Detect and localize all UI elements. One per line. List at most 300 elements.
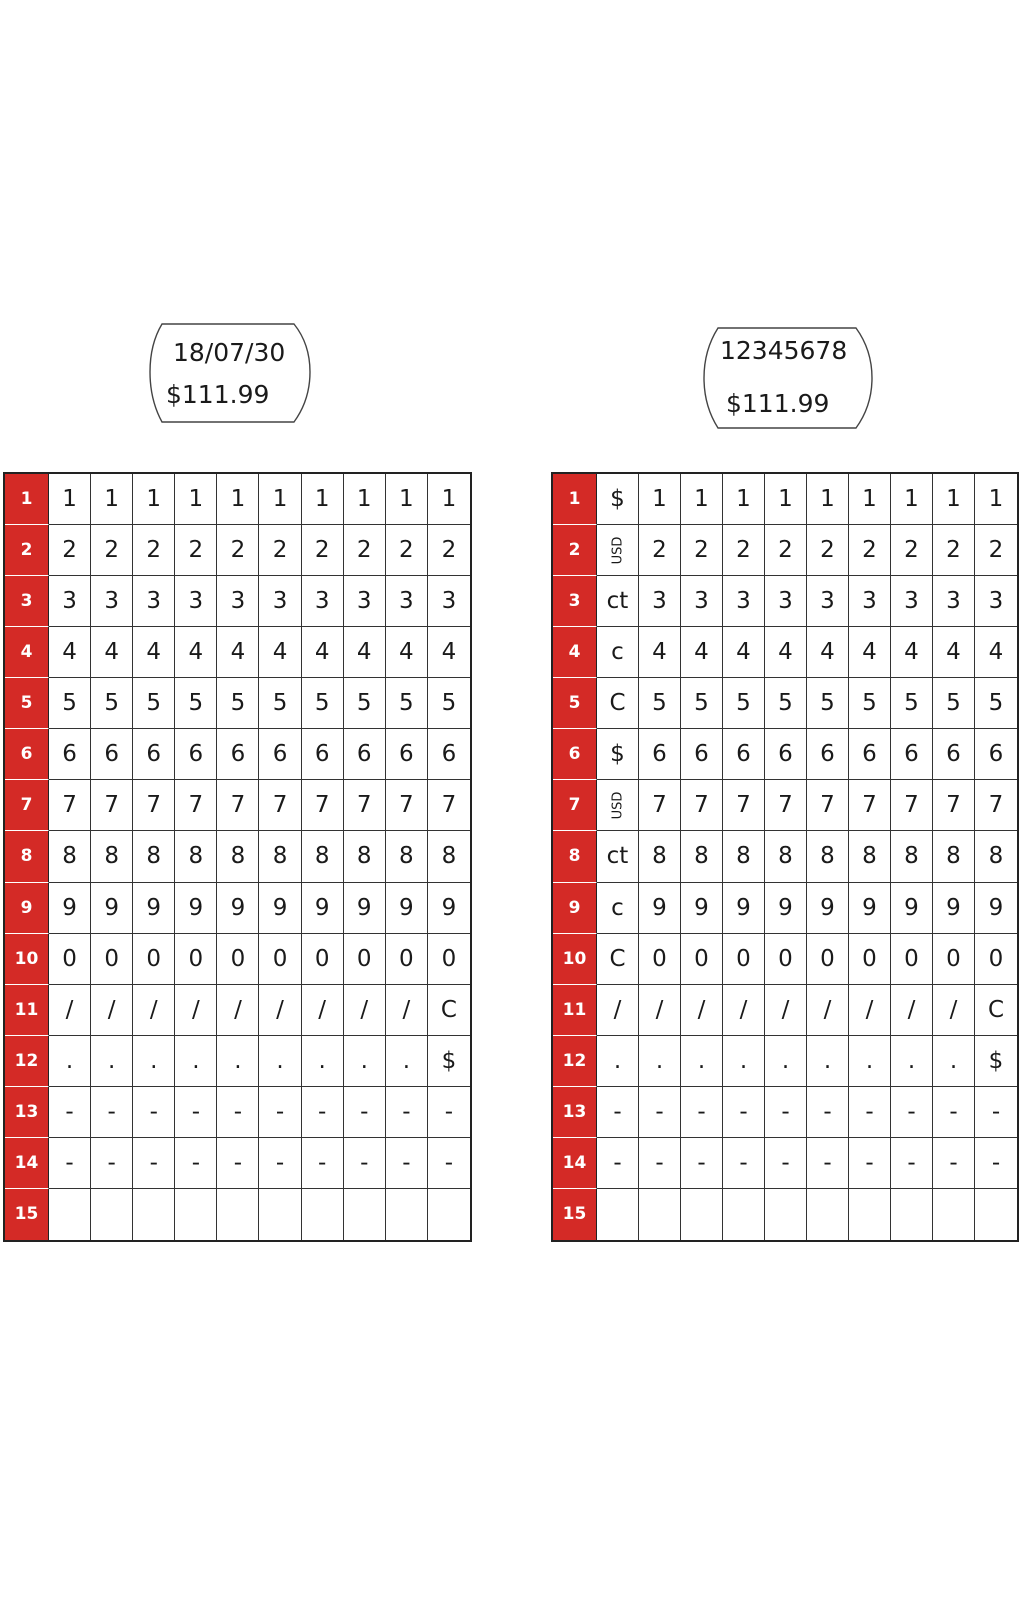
grid-cell: -	[681, 1138, 723, 1189]
grid-cell: 7	[765, 780, 807, 831]
grid-cell: -	[133, 1087, 175, 1138]
row-number: 9	[5, 883, 49, 934]
grid-cell: 0	[302, 934, 344, 985]
row-number: 12	[553, 1036, 597, 1087]
grid-cell: 0	[639, 934, 681, 985]
grid-cell: 4	[133, 627, 175, 678]
grid-cell: -	[49, 1087, 91, 1138]
grid-cell: 0	[681, 934, 723, 985]
grid-cell: 3	[175, 576, 217, 627]
grid-cell: 7	[681, 780, 723, 831]
grid-cell	[849, 1189, 891, 1240]
grid-cell: 7	[302, 780, 344, 831]
rotated-usd-text: USD	[610, 536, 625, 564]
grid-cell: 8	[807, 831, 849, 882]
grid-cell	[807, 1189, 849, 1240]
grid-cell: -	[765, 1138, 807, 1189]
grid-cell: 4	[175, 627, 217, 678]
grid-cell: /	[91, 985, 133, 1036]
grid-cell: -	[849, 1138, 891, 1189]
grid-cell: 7	[91, 780, 133, 831]
grid-cell: -	[428, 1087, 470, 1138]
grid-cell: 7	[933, 780, 975, 831]
grid-cell: /	[681, 985, 723, 1036]
grid-cell: 8	[849, 831, 891, 882]
grid-cell: 6	[639, 729, 681, 780]
grid-cell: 5	[49, 678, 91, 729]
grid-cell: .	[175, 1036, 217, 1087]
row-number: 11	[553, 985, 597, 1036]
grid-cell: 5	[681, 678, 723, 729]
row-number: 10	[553, 934, 597, 985]
grid-cell: -	[259, 1138, 301, 1189]
grid-cell: 2	[933, 525, 975, 576]
grid-cell: 8	[175, 831, 217, 882]
row-number: 11	[5, 985, 49, 1036]
grid-cell: 5	[259, 678, 301, 729]
grid-cell: 4	[807, 627, 849, 678]
grid-cell: /	[344, 985, 386, 1036]
grid-cell: /	[891, 985, 933, 1036]
grid-cell: 6	[91, 729, 133, 780]
grid-cell: 9	[849, 883, 891, 934]
grid-cell: 7	[975, 780, 1017, 831]
grid-cell: 6	[975, 729, 1017, 780]
grid-cell: /	[133, 985, 175, 1036]
grid-cell: 9	[639, 883, 681, 934]
grid-cell: 3	[933, 576, 975, 627]
grid-cell: $	[428, 1036, 470, 1087]
grid-cell: /	[765, 985, 807, 1036]
grid-cell: -	[386, 1087, 428, 1138]
grid-cell: 8	[386, 831, 428, 882]
grid-cell: .	[217, 1036, 259, 1087]
grid-cell: -	[217, 1087, 259, 1138]
grid-cell: 9	[344, 883, 386, 934]
grid-cell: 6	[765, 729, 807, 780]
grid-cell: 4	[975, 627, 1017, 678]
grid-cell: -	[49, 1138, 91, 1189]
grid-cell: -	[91, 1138, 133, 1189]
grid-cell: 0	[891, 934, 933, 985]
grid-cell: 5	[91, 678, 133, 729]
grid-cell: 5	[891, 678, 933, 729]
grid-cell: $	[975, 1036, 1017, 1087]
grid-cell: 3	[49, 576, 91, 627]
grid-cell: 9	[386, 883, 428, 934]
grid-cell: 0	[91, 934, 133, 985]
row-number: 9	[553, 883, 597, 934]
grid-cell	[597, 1189, 639, 1240]
grid-cell: 8	[639, 831, 681, 882]
grid-cell: 6	[217, 729, 259, 780]
grid-cell: .	[891, 1036, 933, 1087]
grid-cell: -	[933, 1087, 975, 1138]
grid-cell: -	[975, 1087, 1017, 1138]
grid-cell: 8	[681, 831, 723, 882]
row-number: 4	[5, 627, 49, 678]
grid-cell	[175, 1189, 217, 1240]
grid-cell: 0	[386, 934, 428, 985]
grid-cell: /	[597, 985, 639, 1036]
grid-cell: 0	[217, 934, 259, 985]
grid-cell: ct	[597, 831, 639, 882]
grid-cell: 2	[133, 525, 175, 576]
grid-cell	[597, 525, 639, 576]
grid-cell: 2	[259, 525, 301, 576]
row-number: 8	[5, 831, 49, 882]
row-number: 12	[5, 1036, 49, 1087]
grid-cell: 1	[133, 474, 175, 525]
grid-cell: c	[597, 627, 639, 678]
grid-cell: 1	[723, 474, 765, 525]
grid-cell: 2	[175, 525, 217, 576]
grid-cell: 2	[891, 525, 933, 576]
grid-cell: 2	[428, 525, 470, 576]
grid-cell: C	[428, 985, 470, 1036]
grid-cell: 2	[849, 525, 891, 576]
grid-cell: 0	[175, 934, 217, 985]
grid-cell: -	[891, 1087, 933, 1138]
grid-cell: 3	[723, 576, 765, 627]
grid-cell: -	[259, 1087, 301, 1138]
grid-cell: 3	[302, 576, 344, 627]
grid-cell: 8	[428, 831, 470, 882]
grid-cell: 4	[639, 627, 681, 678]
grid-cell: 2	[807, 525, 849, 576]
grid-cell: /	[259, 985, 301, 1036]
grid-cell: 7	[133, 780, 175, 831]
grid-cell: .	[933, 1036, 975, 1087]
row-number: 1	[553, 474, 597, 525]
grid-cell: 9	[302, 883, 344, 934]
grid-cell: 6	[933, 729, 975, 780]
grid-cell: 4	[428, 627, 470, 678]
grid-cell: 7	[891, 780, 933, 831]
right-character-grid	[551, 472, 1019, 1242]
grid-cell: 6	[428, 729, 470, 780]
grid-cell: 5	[344, 678, 386, 729]
grid-cell: .	[723, 1036, 765, 1087]
grid-cell: 7	[175, 780, 217, 831]
grid-cell: 6	[891, 729, 933, 780]
grid-cell: 1	[428, 474, 470, 525]
grid-cell: /	[849, 985, 891, 1036]
grid-cell: 1	[91, 474, 133, 525]
grid-cell: /	[723, 985, 765, 1036]
grid-cell: -	[681, 1087, 723, 1138]
row-number: 14	[553, 1138, 597, 1189]
grid-cell: 7	[639, 780, 681, 831]
grid-cell: 5	[133, 678, 175, 729]
grid-cell: 9	[681, 883, 723, 934]
grid-cell: /	[175, 985, 217, 1036]
grid-cell: 8	[765, 831, 807, 882]
grid-cell: -	[765, 1087, 807, 1138]
grid-cell: 5	[807, 678, 849, 729]
grid-cell: 8	[259, 831, 301, 882]
grid-cell: 4	[891, 627, 933, 678]
grid-cell: 4	[259, 627, 301, 678]
grid-cell: 3	[259, 576, 301, 627]
grid-cell: 0	[259, 934, 301, 985]
row-number: 15	[553, 1189, 597, 1240]
row-number: 13	[5, 1087, 49, 1138]
grid-cell: -	[344, 1087, 386, 1138]
grid-cell: 2	[765, 525, 807, 576]
grid-cell: 0	[49, 934, 91, 985]
grid-cell: .	[133, 1036, 175, 1087]
grid-cell: 1	[386, 474, 428, 525]
grid-cell: .	[302, 1036, 344, 1087]
grid-cell	[344, 1189, 386, 1240]
grid-cell: 1	[891, 474, 933, 525]
grid-cell: -	[849, 1087, 891, 1138]
grid-cell: -	[302, 1138, 344, 1189]
grid-cell: 3	[639, 576, 681, 627]
left-label-line2: $111.99	[166, 380, 270, 409]
grid-cell: 5	[849, 678, 891, 729]
grid-cell	[133, 1189, 175, 1240]
grid-cell: 2	[344, 525, 386, 576]
grid-cell: 3	[217, 576, 259, 627]
grid-cell: 9	[891, 883, 933, 934]
grid-cell: 9	[49, 883, 91, 934]
grid-cell: 9	[175, 883, 217, 934]
grid-cell: .	[681, 1036, 723, 1087]
grid-cell: -	[597, 1138, 639, 1189]
grid-cell: 7	[428, 780, 470, 831]
grid-cell: /	[302, 985, 344, 1036]
grid-cell: C	[975, 985, 1017, 1036]
grid-cell: .	[344, 1036, 386, 1087]
grid-cell: 7	[344, 780, 386, 831]
grid-cell: 2	[975, 525, 1017, 576]
grid-cell: -	[807, 1087, 849, 1138]
grid-cell	[891, 1189, 933, 1240]
grid-cell	[597, 780, 639, 831]
grid-cell: /	[639, 985, 681, 1036]
right-label-line1: 12345678	[720, 336, 848, 365]
grid-cell: 3	[891, 576, 933, 627]
grid-cell: 7	[723, 780, 765, 831]
grid-cell	[91, 1189, 133, 1240]
grid-cell: 1	[344, 474, 386, 525]
grid-cell: 1	[217, 474, 259, 525]
row-number: 6	[5, 729, 49, 780]
grid-cell: 0	[975, 934, 1017, 985]
grid-cell: 0	[765, 934, 807, 985]
grid-cell: .	[597, 1036, 639, 1087]
grid-cell: 0	[344, 934, 386, 985]
grid-cell: 8	[344, 831, 386, 882]
grid-cell: 1	[975, 474, 1017, 525]
grid-cell	[49, 1189, 91, 1240]
grid-cell: 0	[849, 934, 891, 985]
grid-cell: -	[597, 1087, 639, 1138]
grid-cell: 8	[891, 831, 933, 882]
grid-cell: 1	[933, 474, 975, 525]
grid-cell: 1	[259, 474, 301, 525]
row-number: 15	[5, 1189, 49, 1240]
grid-cell	[386, 1189, 428, 1240]
row-number: 5	[5, 678, 49, 729]
grid-cell: 4	[91, 627, 133, 678]
grid-cell: 4	[933, 627, 975, 678]
grid-cell: 9	[807, 883, 849, 934]
grid-cell: 1	[849, 474, 891, 525]
grid-cell: .	[639, 1036, 681, 1087]
row-number: 6	[553, 729, 597, 780]
grid-cell: 1	[765, 474, 807, 525]
grid-cell: 0	[933, 934, 975, 985]
grid-cell: 5	[975, 678, 1017, 729]
grid-cell: 9	[723, 883, 765, 934]
grid-cell: c	[597, 883, 639, 934]
grid-cell: 6	[344, 729, 386, 780]
grid-cell: 5	[723, 678, 765, 729]
grid-cell: -	[723, 1087, 765, 1138]
grid-cell: /	[933, 985, 975, 1036]
row-number: 1	[5, 474, 49, 525]
grid-cell: 3	[849, 576, 891, 627]
grid-cell: 7	[807, 780, 849, 831]
grid-cell	[933, 1189, 975, 1240]
grid-cell: 8	[975, 831, 1017, 882]
grid-cell: -	[386, 1138, 428, 1189]
grid-cell: 5	[639, 678, 681, 729]
grid-cell: 3	[386, 576, 428, 627]
grid-cell: 1	[49, 474, 91, 525]
grid-cell: 4	[765, 627, 807, 678]
grid-cell: 8	[933, 831, 975, 882]
grid-cell: 2	[386, 525, 428, 576]
grid-cell: 8	[91, 831, 133, 882]
grid-cell: /	[807, 985, 849, 1036]
grid-cell: 3	[807, 576, 849, 627]
grid-cell: 8	[723, 831, 765, 882]
row-number: 13	[553, 1087, 597, 1138]
grid-cell	[723, 1189, 765, 1240]
grid-cell: 5	[302, 678, 344, 729]
row-number: 10	[5, 934, 49, 985]
grid-cell: 5	[933, 678, 975, 729]
grid-cell: 0	[723, 934, 765, 985]
row-number: 4	[553, 627, 597, 678]
grid-cell: 4	[217, 627, 259, 678]
grid-cell: 0	[133, 934, 175, 985]
grid-cell: 8	[133, 831, 175, 882]
grid-cell: 6	[723, 729, 765, 780]
grid-cell: -	[91, 1087, 133, 1138]
grid-cell: 3	[344, 576, 386, 627]
grid-cell: .	[849, 1036, 891, 1087]
grid-cell: .	[91, 1036, 133, 1087]
grid-cell: 5	[428, 678, 470, 729]
grid-cell: /	[217, 985, 259, 1036]
row-number: 5	[553, 678, 597, 729]
grid-cell: 3	[428, 576, 470, 627]
row-number: 3	[5, 576, 49, 627]
grid-cell: 0	[428, 934, 470, 985]
grid-cell: 7	[49, 780, 91, 831]
grid-cell: $	[597, 474, 639, 525]
grid-cell: -	[639, 1087, 681, 1138]
grid-cell: /	[49, 985, 91, 1036]
rotated-usd-text: USD	[610, 791, 625, 820]
grid-cell: C	[597, 678, 639, 729]
grid-cell: 6	[681, 729, 723, 780]
grid-cell: .	[386, 1036, 428, 1087]
grid-cell: 9	[765, 883, 807, 934]
grid-cell: 7	[259, 780, 301, 831]
grid-cell: -	[217, 1138, 259, 1189]
grid-cell: 1	[302, 474, 344, 525]
grid-cell: $	[597, 729, 639, 780]
grid-cell: 6	[386, 729, 428, 780]
grid-cell	[681, 1189, 723, 1240]
grid-cell: 6	[49, 729, 91, 780]
grid-cell: 8	[217, 831, 259, 882]
left-label-line1: 18/07/30	[173, 338, 286, 367]
grid-cell: 5	[386, 678, 428, 729]
grid-cell: 6	[175, 729, 217, 780]
grid-cell: -	[175, 1138, 217, 1189]
grid-cell: 8	[49, 831, 91, 882]
grid-cell: 4	[344, 627, 386, 678]
grid-cell: /	[386, 985, 428, 1036]
grid-cell	[259, 1189, 301, 1240]
grid-cell: 6	[807, 729, 849, 780]
grid-cell: 4	[723, 627, 765, 678]
grid-cell: 2	[723, 525, 765, 576]
grid-cell: .	[49, 1036, 91, 1087]
row-number: 14	[5, 1138, 49, 1189]
grid-cell: 7	[386, 780, 428, 831]
grid-cell: 5	[217, 678, 259, 729]
row-number: 7	[5, 780, 49, 831]
grid-cell: -	[975, 1138, 1017, 1189]
grid-cell: C	[597, 934, 639, 985]
right-label-line2: $111.99	[726, 389, 830, 418]
grid-cell: 8	[302, 831, 344, 882]
grid-cell: 9	[259, 883, 301, 934]
left-character-grid	[3, 472, 472, 1242]
grid-cell: 2	[91, 525, 133, 576]
grid-cell: 6	[133, 729, 175, 780]
grid-cell	[428, 1189, 470, 1240]
grid-cell: 5	[175, 678, 217, 729]
grid-cell: 2	[217, 525, 259, 576]
grid-cell: .	[765, 1036, 807, 1087]
grid-cell: 7	[217, 780, 259, 831]
grid-cell: -	[933, 1138, 975, 1189]
grid-cell: 1	[639, 474, 681, 525]
grid-cell: 4	[849, 627, 891, 678]
grid-cell: 2	[49, 525, 91, 576]
grid-cell: 9	[428, 883, 470, 934]
grid-cell: 3	[975, 576, 1017, 627]
grid-cell: 4	[681, 627, 723, 678]
grid-cell: .	[807, 1036, 849, 1087]
grid-cell: 3	[91, 576, 133, 627]
grid-cell: 1	[807, 474, 849, 525]
grid-cell: 3	[765, 576, 807, 627]
grid-cell: -	[302, 1087, 344, 1138]
grid-cell: -	[807, 1138, 849, 1189]
grid-cell: ct	[597, 576, 639, 627]
grid-cell: 3	[681, 576, 723, 627]
